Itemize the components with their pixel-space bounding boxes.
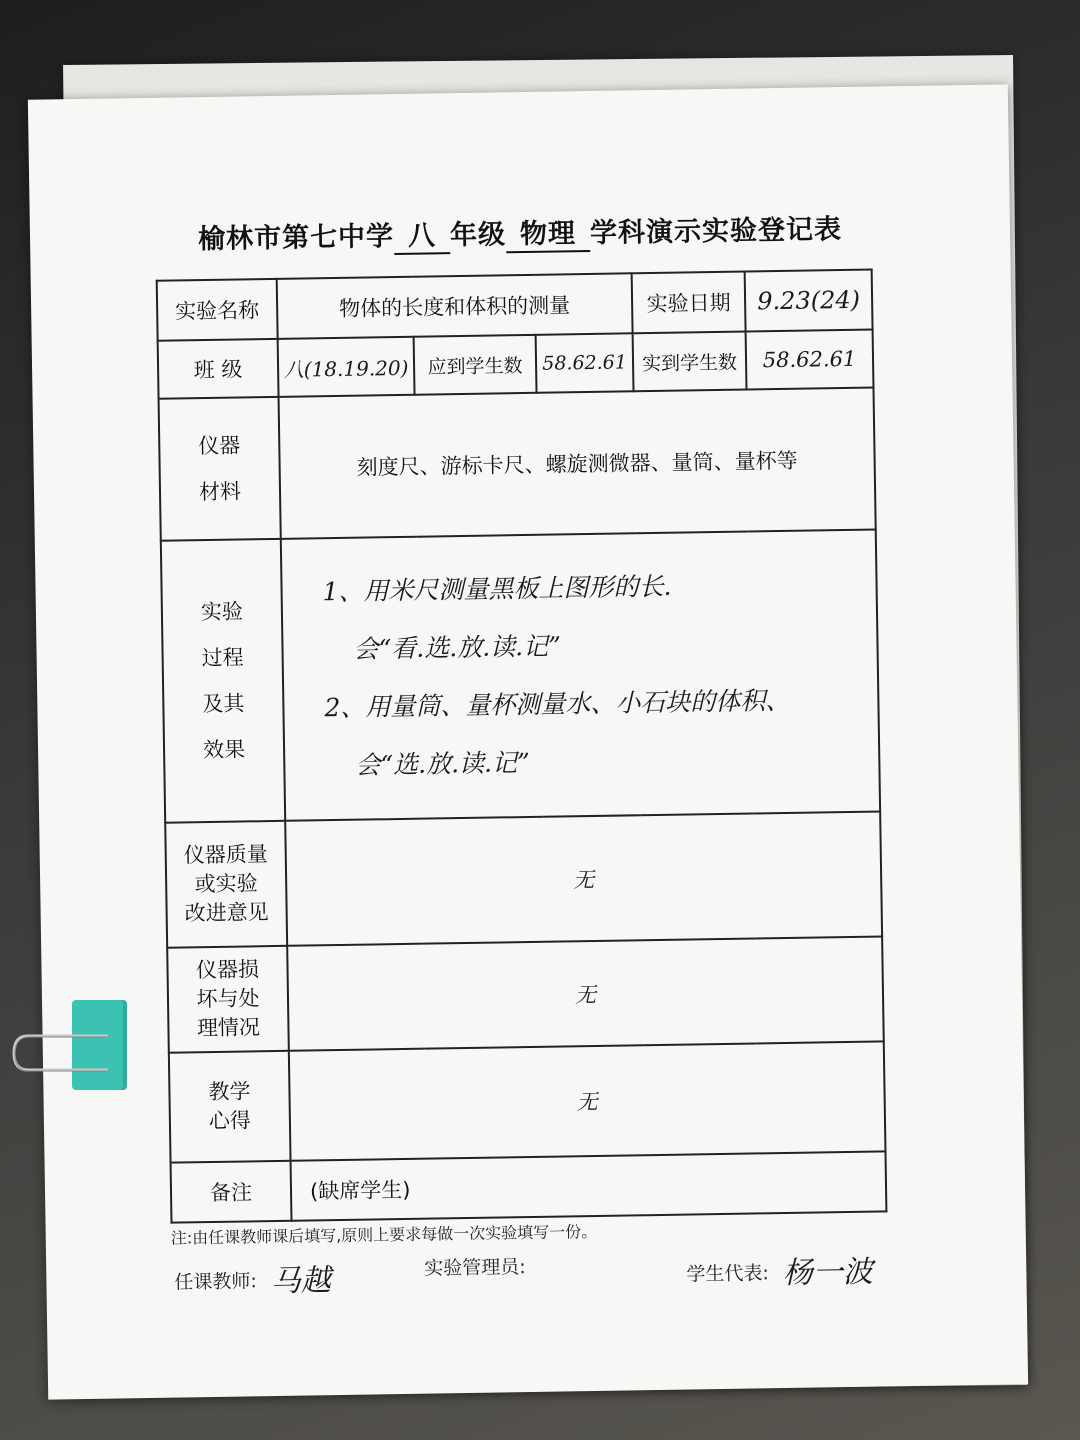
expected-students-label: 应到学生数 — [414, 335, 537, 395]
table-row-teaching — [169, 1041, 886, 1162]
title-grade-suffix: 年级 — [449, 219, 507, 252]
experiment-table — [156, 269, 888, 1224]
equipment-label-line-1: 仪器 — [198, 433, 241, 459]
process-line-4: 会“选.放.读.记” — [355, 747, 530, 780]
experiment-date-value: 9.23(24) — [745, 270, 873, 332]
damage-label-line-1: 仪器损 — [195, 957, 260, 983]
damage-value: 无 — [287, 936, 884, 1050]
remarks-label: 备注 — [171, 1161, 292, 1223]
title-subject: 物理 — [506, 211, 591, 253]
form-title — [30, 204, 1011, 260]
binder-clip-handle — [8, 1028, 118, 1078]
quality-value: 无 — [285, 811, 882, 945]
damage-label-line-3: 理情况 — [196, 1015, 261, 1041]
equipment-value: 刻度尺、游标卡尺、螺旋测微器、量筒、量杯等 — [279, 388, 876, 539]
quality-label-line-2: 或实验 — [194, 871, 258, 897]
actual-students-value: 58.62.61 — [746, 330, 874, 390]
table-row-equipment — [159, 388, 876, 541]
experiment-name-label: 实验名称 — [157, 279, 278, 341]
quality-label-line-1: 仪器质量 — [183, 842, 268, 868]
student-rep-label: 学生代表: — [686, 1262, 769, 1286]
admin-label: 实验管理员: — [424, 1256, 526, 1280]
student-rep-signature-block — [686, 1247, 873, 1294]
registration-form-sheet — [28, 84, 1028, 1399]
quality-label-line-3: 改进意见 — [184, 900, 269, 926]
title-suffix: 学科演示实验登记表 — [589, 214, 843, 249]
damage-label-line-2: 坏与处 — [196, 986, 260, 1012]
class-label: 班 级 — [158, 339, 279, 399]
process-line-3: 2、用量筒、量杯测量水、小石块的体积、 — [324, 685, 791, 723]
equipment-label — [159, 397, 281, 541]
table-row-process — [161, 530, 880, 823]
process-line-2: 会“看.选.放.读.记” — [353, 631, 562, 664]
admin-signature-block — [424, 1252, 526, 1281]
teaching-label-line-2: 心得 — [208, 1108, 252, 1134]
table-row-remarks — [171, 1151, 887, 1222]
class-value: 八(18.19.20) — [278, 337, 415, 397]
experiment-name-value: 物体的长度和体积的测量 — [277, 273, 633, 339]
teacher-signature-block — [174, 1255, 331, 1301]
quality-label — [165, 821, 287, 948]
teaching-label-line-1: 教学 — [208, 1079, 251, 1105]
equipment-label-line-2: 材料 — [198, 479, 242, 505]
damage-label — [167, 946, 289, 1053]
table-row-damage — [167, 936, 884, 1052]
expected-students-value: 58.62.61 — [536, 333, 634, 393]
table-row-name — [157, 270, 873, 341]
title-school: 榆林市第七中学 — [197, 221, 395, 256]
table-row-quality — [165, 811, 882, 947]
experiment-date-label: 实验日期 — [632, 272, 746, 334]
title-grade: 八 — [394, 213, 451, 255]
actual-students-label: 实到学生数 — [633, 332, 747, 392]
remarks-value: (缺席学生) — [291, 1151, 887, 1220]
process-label-line-2: 过程 — [201, 645, 244, 671]
teacher-label: 任课教师: — [174, 1270, 258, 1294]
teaching-value: 无 — [289, 1041, 886, 1160]
teacher-signature: 马越 — [270, 1263, 332, 1300]
process-label — [161, 539, 285, 823]
process-line-1: 1、用米尺测量黑板上图形的长. — [322, 571, 672, 607]
student-rep-signature: 杨一波 — [782, 1254, 874, 1292]
process-label-line-1: 实验 — [200, 599, 244, 625]
teaching-label — [169, 1051, 291, 1163]
process-content — [281, 530, 880, 821]
process-label-line-3: 及其 — [202, 691, 245, 717]
process-label-line-4: 效果 — [202, 737, 246, 763]
footer-note: 注:由任课教师课后填写,原则上要求每做一次实验填写一份。 — [170, 1221, 598, 1248]
